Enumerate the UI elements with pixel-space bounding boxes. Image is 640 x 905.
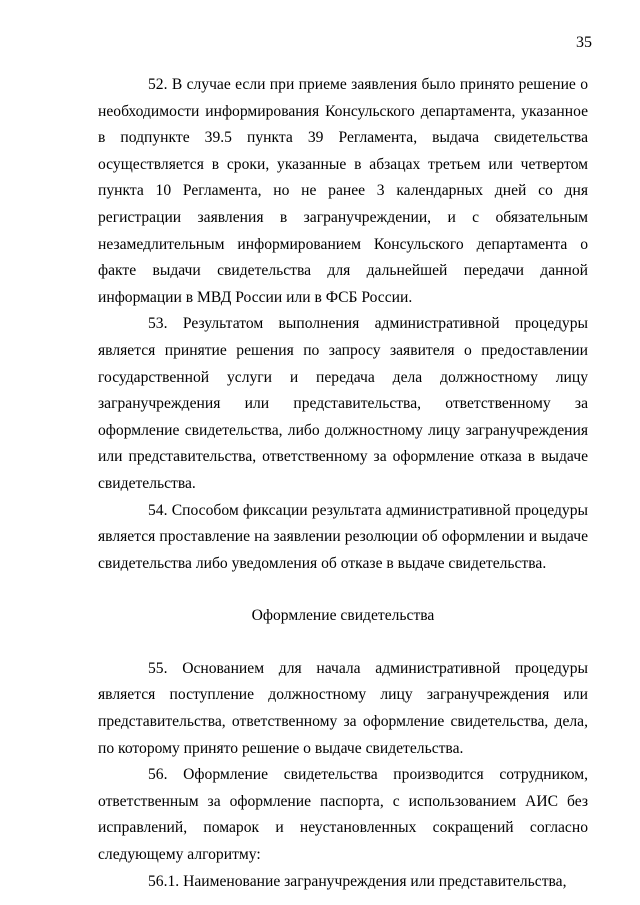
section-heading: Оформление свидетельства [251, 607, 435, 625]
paragraph-56: 56. Оформление свидетельства производится сотрудником, ответственным за оформление паспорта, с использованием АИС без исправлений, помарок и неустановленных сокращений согласно следующему алгоритму: [98, 766, 588, 864]
document-body [98, 72, 588, 895]
paragraph-54: 54. Способом фиксации результата административной процедуры является проставление на заявлении резолюции об оформлении и выдаче свидетельства либо уведомления об отказе в выдаче свидетельства. [98, 501, 588, 572]
page-number: 35 [576, 34, 592, 51]
paragraph-53: 53. Результатом выполнения административной процедуры является принятие решения по запросу заявителя о предоставлении государственной услуги и передача дела должностному лицу загранучреждения или представительства, ответственному за оформление свидетельства, либо должностному лицу загранучреждения или представительства, ответственному за оформление отказа в выдаче свидетельства. [98, 315, 588, 492]
paragraph-52: 52. В случае если при приеме заявления было принято решение о необходимости информирования Консульского департамента, указанное в подпункте 39.5 пункта 39 Регламента, выдача свидетельства осуществляется в сроки, указанные в абзацах третьем или четвертом пункта 10 Регламента, но не ранее 3 календарных дней со дня регистрации заявления в загранучреждении, и с обязательным незамедлительным информированием Консульского департамента о факте выдачи свидетельства для дальнейшей передачи данной информации в МВД России или в ФСБ России. [98, 76, 588, 306]
paragraph-55: 55. Основанием для начала административной процедуры является поступление должностному лицу загранучреждения или представительства, ответственному за оформление свидетельства, дела, по которому принято решение о выдаче свидетельства. [98, 659, 588, 757]
paragraph-56-1: 56.1. Наименование загранучреждения или представительства, [148, 872, 567, 890]
